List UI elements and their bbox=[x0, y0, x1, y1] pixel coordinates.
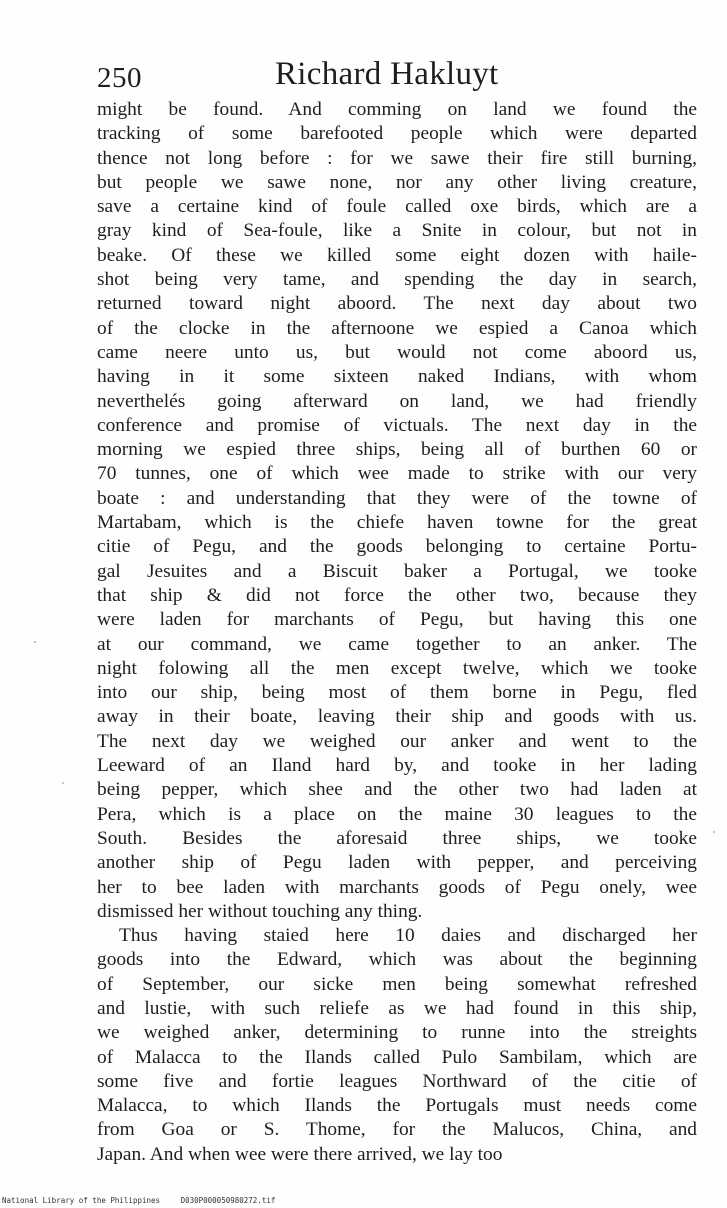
text-line: gal Jesuites and a Biscuit baker a Portugal, we tooke bbox=[97, 560, 697, 582]
text-line: save a certaine kind of foule called oxe birds, which are a bbox=[97, 196, 697, 218]
text-line: South. Besides the aforesaid three ships, we tooke bbox=[97, 827, 697, 849]
text-line: conference and promise of victuals. The next day in the bbox=[97, 414, 697, 436]
text-line: from Goa or S. Thome, for the Malucos, China, and bbox=[97, 1119, 697, 1141]
text-line: goods into the Edward, which was about the beginning bbox=[97, 949, 697, 971]
text-line: Malacca, to which Ilands the Portugals must needs come bbox=[97, 1095, 697, 1117]
text-line: beake. Of these we killed some eight dozen with haile- bbox=[97, 244, 697, 266]
body-text bbox=[97, 98, 697, 1167]
text-line: neverthelés going afterward on land, we had friendly bbox=[97, 390, 697, 412]
text-line: into our ship, being most of them borne in Pegu, fled bbox=[97, 682, 697, 704]
text-line: that ship & did not force the other two, because they bbox=[97, 584, 697, 606]
page-header bbox=[97, 56, 697, 100]
text-line: night folowing all the men except twelve, which we tooke bbox=[97, 657, 697, 679]
text-line: boate : and understanding that they were of the towne of bbox=[97, 487, 697, 509]
text-line: returned toward night aboord. The next day about two bbox=[97, 293, 697, 315]
text-line: came neere unto us, but would not come aboord us, bbox=[97, 341, 697, 363]
paragraph bbox=[97, 924, 697, 1167]
text-line: gray kind of Sea-foule, like a Snite in colour, but not in bbox=[97, 220, 697, 242]
text-line: Pera, which is a place on the maine 30 leagues to the bbox=[97, 803, 697, 825]
text-line: her to bee laden with marchants goods of Pegu onely, wee bbox=[97, 876, 697, 898]
text-line: morning we espied three ships, being all of burthen 60 or bbox=[97, 439, 697, 461]
text-line: The next day we weighed our anker and went to the bbox=[97, 730, 697, 752]
text-line: of the clocke in the afternoone we espied a Canoa which bbox=[97, 317, 697, 339]
text-line: dismissed her without touching any thing. bbox=[97, 900, 423, 922]
text-line: being pepper, which shee and the other two had laden at bbox=[97, 779, 697, 801]
text-line: citie of Pegu, and the goods belonging to certaine Portu- bbox=[97, 536, 697, 558]
text-line: tracking of some barefooted people which were departed bbox=[97, 123, 697, 145]
text-line: away in their boate, leaving their ship and goods with us. bbox=[97, 706, 697, 728]
page-number: 250 bbox=[97, 62, 142, 94]
text-line: some five and fortie leagues Northward of the citie of bbox=[97, 1070, 697, 1092]
running-title: Richard Hakluyt bbox=[275, 56, 499, 92]
scan-speck bbox=[713, 831, 715, 833]
text-line: Martabam, which is the chiefe haven towne for the great bbox=[97, 512, 697, 534]
text-line: might be found. And comming on land we found the bbox=[97, 99, 697, 120]
text-line: were laden for marchants of Pegu, but having this one bbox=[97, 609, 697, 631]
text-line: of September, our sicke men being somewhat refreshed bbox=[97, 973, 697, 995]
file-id-stamp: D030P000050980272.tif bbox=[180, 1196, 276, 1205]
scan-speck bbox=[62, 782, 64, 784]
text-line: Thus having staied here 10 daies and discharged her bbox=[119, 925, 697, 947]
scan-speck bbox=[34, 641, 36, 643]
text-line: and lustie, with such reliefe as we had found in this ship, bbox=[97, 997, 697, 1019]
paragraph bbox=[97, 98, 697, 924]
text-line: at our command, we came together to an anker. The bbox=[97, 633, 697, 655]
text-line: we weighed anker, determining to runne into the streights bbox=[97, 1022, 697, 1044]
library-stamp: National Library of the Philippines bbox=[2, 1196, 161, 1205]
text-line: another ship of Pegu laden with pepper, and perceiving bbox=[97, 852, 697, 874]
text-line: 70 tunnes, one of which wee made to strike with our very bbox=[97, 463, 697, 485]
text-line: Leeward of an Iland hard by, and tooke in her lading bbox=[97, 755, 697, 777]
scan-footer bbox=[2, 1196, 291, 1205]
text-line: but people we sawe none, nor any other living creature, bbox=[97, 171, 697, 193]
text-line: of Malacca to the Ilands called Pulo Sambilam, which are bbox=[97, 1046, 697, 1068]
text-line: having in it some sixteen naked Indians, with whom bbox=[97, 366, 697, 388]
text-line: Japan. And when wee were there arrived, we lay too bbox=[97, 1143, 503, 1165]
text-line: shot being very tame, and spending the day in search, bbox=[97, 269, 697, 291]
text-line: thence not long before : for we sawe their fire still burning, bbox=[97, 147, 697, 169]
